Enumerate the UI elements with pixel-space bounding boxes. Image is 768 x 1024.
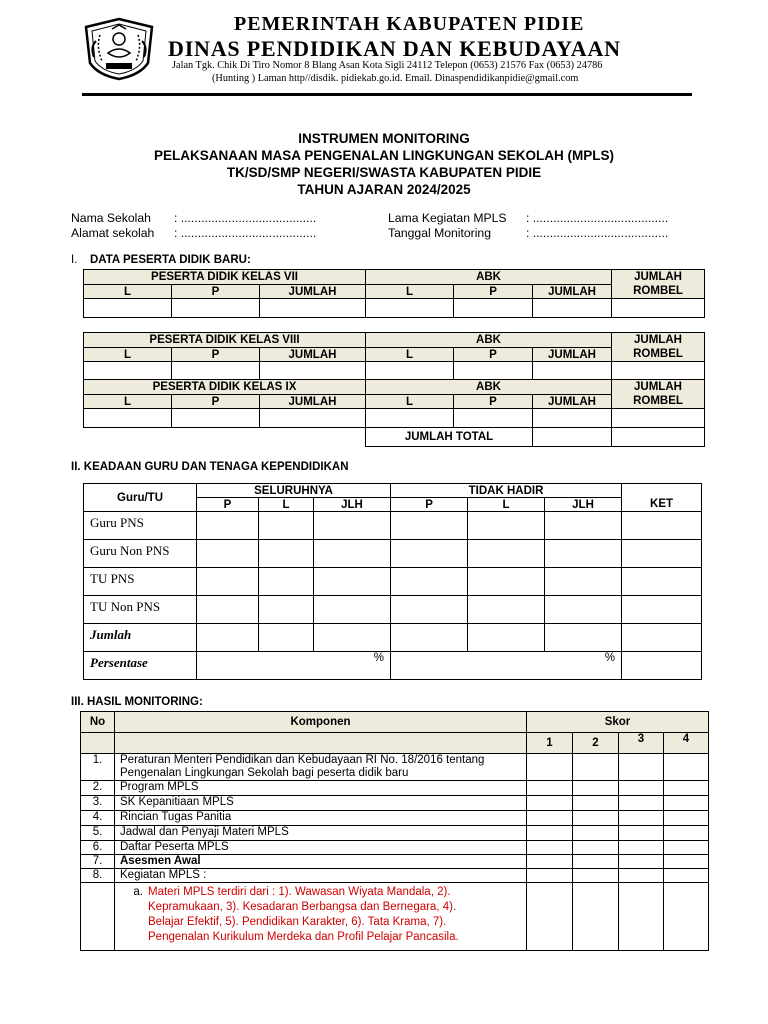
score-cell[interactable] (573, 826, 619, 841)
score-cell[interactable] (527, 883, 573, 951)
score-cell[interactable] (619, 883, 664, 951)
input-cell[interactable] (366, 362, 454, 380)
input-cell[interactable] (259, 624, 314, 652)
nama-sekolah-label: Nama Sekolah (71, 211, 151, 225)
jumlah-rombel-header: JUMLAH ROMBEL (612, 333, 705, 362)
lama-kegiatan-label: Lama Kegiatan MPLS (388, 211, 507, 225)
tanggal-monitoring-label: Tanggal Monitoring (388, 226, 491, 240)
input-cell[interactable] (314, 568, 391, 596)
score-cell[interactable] (619, 811, 664, 826)
sub-item-a (115, 883, 527, 951)
score-cell[interactable] (573, 883, 619, 951)
col-l: L (468, 498, 545, 512)
input-cell[interactable] (454, 409, 533, 428)
empty-space (84, 428, 366, 447)
input-cell[interactable] (391, 540, 468, 568)
col-p: P (172, 285, 260, 299)
item-komponen: SK Kepanitiaan MPLS (115, 796, 527, 811)
col-jumlah: JUMLAH (260, 285, 366, 299)
tidak-hadir-header: TIDAK HADIR (391, 484, 622, 498)
input-cell[interactable] (612, 362, 705, 380)
input-cell[interactable] (260, 299, 366, 318)
item-komponen: Kegiatan MPLS : (115, 869, 527, 883)
input-cell[interactable] (314, 512, 391, 540)
ket-blank (622, 484, 702, 498)
input-cell[interactable] (533, 299, 612, 318)
input-cell[interactable] (172, 362, 260, 380)
abk-header: ABK (366, 380, 612, 395)
col-l: L (366, 285, 454, 299)
input-cell[interactable] (391, 568, 468, 596)
tanggal-monitoring-field[interactable]: : ........................................ (526, 226, 669, 240)
score-cell[interactable] (619, 855, 664, 869)
col-jumlah: JUMLAH (260, 348, 366, 362)
peserta-didik-table-viii-ix (83, 332, 705, 447)
jumlah-rombel-header: JUMLAH ROMBEL (612, 270, 705, 299)
input-cell[interactable] (314, 596, 391, 624)
input-cell[interactable] (468, 596, 545, 624)
row-label: TU PNS (84, 568, 197, 596)
nama-sekolah-field[interactable]: : ........................................ (174, 211, 317, 225)
score-cell[interactable] (527, 869, 573, 883)
row-label: TU Non PNS (84, 596, 197, 624)
lama-kegiatan-field[interactable]: : ........................................ (526, 211, 669, 225)
col-l: L (84, 285, 172, 299)
input-cell[interactable] (314, 624, 391, 652)
jumlah-total-label: JUMLAH TOTAL (366, 428, 533, 447)
input-cell[interactable] (197, 512, 259, 540)
input-cell[interactable] (533, 409, 612, 428)
input-cell[interactable] (197, 596, 259, 624)
item-komponen: Asesmen Awal (115, 855, 527, 869)
score-cell[interactable] (664, 855, 709, 869)
input-cell[interactable] (314, 540, 391, 568)
section-3-title: III. HASIL MONITORING: (71, 696, 203, 708)
score-cell[interactable] (619, 781, 664, 796)
item-no: 3. (81, 796, 115, 811)
score-cell[interactable] (573, 781, 619, 796)
score-cell[interactable] (573, 855, 619, 869)
col-jumlah: JUMLAH (533, 348, 612, 362)
section-1-title: DATA PESERTA DIDIK BARU: (90, 254, 251, 266)
col-p: P (197, 498, 259, 512)
score-cell[interactable] (664, 781, 709, 796)
score-cell[interactable] (664, 811, 709, 826)
no-header: No (81, 712, 115, 733)
input-cell[interactable] (366, 409, 454, 428)
score-cell[interactable] (619, 869, 664, 883)
komponen-header: Komponen (115, 712, 527, 733)
government-emblem-logo (82, 17, 156, 81)
title-line: INSTRUMEN MONITORING (298, 131, 470, 146)
skor-3: 3 (619, 733, 664, 754)
item-no: 7. (81, 855, 115, 869)
input-cell[interactable] (468, 568, 545, 596)
komponen-blank (115, 733, 527, 754)
alamat-sekolah-field[interactable]: : ........................................ (174, 226, 317, 240)
input-cell[interactable] (622, 540, 702, 568)
score-cell[interactable] (664, 826, 709, 841)
section-2-title: II. KEADAAN GURU DAN TENAGA KEPENDIDIKAN (71, 461, 349, 473)
input-cell[interactable] (533, 428, 612, 447)
item-no-blank (81, 883, 115, 951)
input-cell[interactable] (391, 624, 468, 652)
persentase-tidak-hadir[interactable]: % (391, 652, 622, 680)
input-cell[interactable] (391, 512, 468, 540)
item-komponen: Rincian Tugas Panitia (115, 811, 527, 826)
input-cell[interactable] (454, 299, 533, 318)
score-cell[interactable] (573, 841, 619, 855)
input-cell[interactable] (545, 540, 622, 568)
sub-item-a-text: Materi MPLS terdiri dari : 1). Wawasan Wiyata Mandala, 2). Kepramukaan, 3). Kesadaran Berbangsa dan Bernegara, 4). Belajar Efektif, 5). Pendidikan Karakter, 6). Tata Krama, 7). Pengenalan Kurikulum Merdeka dan Profil Pelajar Pancasila. (148, 886, 459, 943)
score-cell[interactable] (664, 869, 709, 883)
input-cell[interactable] (259, 596, 314, 624)
input-cell[interactable] (468, 512, 545, 540)
kelas-header: PESERTA DIDIK KELAS VIII (84, 333, 366, 348)
sub-item-marker: a. (133, 886, 143, 898)
input-cell[interactable] (622, 596, 702, 624)
score-cell[interactable] (527, 796, 573, 811)
kelas-header: PESERTA DIDIK KELAS IX (84, 380, 366, 395)
col-l: L (84, 395, 172, 409)
input-cell[interactable] (391, 596, 468, 624)
row-label: Guru Non PNS (84, 540, 197, 568)
skor-2: 2 (573, 733, 619, 754)
row-label-persentase: Persentase (84, 652, 197, 680)
input-cell[interactable] (545, 568, 622, 596)
letterhead-department: DINAS PENDIDIKAN DAN KEBUDAYAAN (168, 36, 621, 61)
letterhead-address: Jalan Tgk. Chik Di Tiro Nomor 8 Blang Asan Kota Sigli 24112 Telepon (0653) 21576 Fax (0653) 24786 (172, 60, 603, 71)
peserta-didik-table-vii (83, 269, 705, 318)
alamat-sekolah-label: Alamat sekolah (71, 226, 155, 240)
score-cell[interactable] (527, 826, 573, 841)
skor-4: 4 (664, 733, 709, 754)
col-jumlah: JUMLAH (260, 395, 366, 409)
col-p: P (172, 395, 260, 409)
guru-tenaga-table (83, 483, 702, 680)
col-l: L (366, 348, 454, 362)
col-p: P (454, 348, 533, 362)
score-cell[interactable] (664, 883, 709, 951)
score-cell[interactable] (527, 855, 573, 869)
item-no: 6. (81, 841, 115, 855)
row-label: Guru PNS (84, 512, 197, 540)
score-cell[interactable] (527, 841, 573, 855)
letterhead-government: PEMERINTAH KABUPATEN PIDIE (234, 13, 585, 35)
input-cell[interactable] (197, 624, 259, 652)
ket-header: KET (622, 498, 702, 512)
score-cell[interactable] (619, 826, 664, 841)
jumlah-rombel-header: JUMLAH ROMBEL (612, 380, 705, 409)
col-jumlah: JUMLAH (533, 285, 612, 299)
input-cell[interactable] (545, 596, 622, 624)
col-l: L (84, 348, 172, 362)
input-cell[interactable] (259, 540, 314, 568)
score-cell[interactable] (664, 754, 709, 781)
title-line: TK/SD/SMP NEGERI/SWASTA KABUPATEN PIDIE (226, 165, 542, 180)
input-cell[interactable] (197, 568, 259, 596)
input-cell[interactable] (260, 409, 366, 428)
input-cell[interactable] (84, 299, 172, 318)
no-blank (81, 733, 115, 754)
score-cell[interactable] (573, 754, 619, 781)
input-cell[interactable] (454, 362, 533, 380)
score-cell[interactable] (573, 811, 619, 826)
letterhead-contact: (Hunting ) Laman http//disdik. pidiekab.go.id. Email. Dinaspendidikanpidie@gmail.com (212, 73, 579, 84)
row-label-jumlah: Jumlah (84, 624, 197, 652)
title-line: TAHUN AJARAN 2024/2025 (297, 182, 471, 197)
guru-tu-header: Guru/TU (84, 484, 197, 512)
input-cell[interactable] (545, 624, 622, 652)
persentase-seluruhnya[interactable]: % (197, 652, 391, 680)
input-cell[interactable] (612, 428, 705, 447)
input-cell[interactable] (260, 362, 366, 380)
col-p: P (391, 498, 468, 512)
hasil-monitoring-table (80, 711, 709, 951)
item-no: 2. (81, 781, 115, 796)
score-cell[interactable] (664, 841, 709, 855)
score-cell[interactable] (619, 796, 664, 811)
skor-header: Skor (527, 712, 709, 733)
input-cell[interactable] (259, 512, 314, 540)
score-cell[interactable] (527, 754, 573, 781)
item-komponen: Program MPLS (115, 781, 527, 796)
input-cell[interactable] (622, 624, 702, 652)
seluruhnya-header: SELURUHNYA (197, 484, 391, 498)
item-komponen: Peraturan Menteri Pendidikan dan Kebudayaan RI No. 18/2016 tentang Pengenalan Lingkungan Sekolah bagi peserta didik baru (115, 754, 527, 781)
score-cell[interactable] (664, 796, 709, 811)
col-l: L (259, 498, 314, 512)
item-no: 5. (81, 826, 115, 841)
input-cell[interactable] (172, 299, 260, 318)
input-cell[interactable] (259, 568, 314, 596)
input-cell[interactable] (533, 362, 612, 380)
item-no: 8. (81, 869, 115, 883)
col-p: P (454, 395, 533, 409)
item-komponen: Daftar Peserta MPLS (115, 841, 527, 855)
abk-header: ABK (366, 270, 612, 285)
input-cell[interactable] (366, 299, 454, 318)
item-komponen: Jadwal dan Penyaji Materi MPLS (115, 826, 527, 841)
item-no: 4. (81, 811, 115, 826)
input-cell[interactable] (84, 409, 172, 428)
input-cell[interactable] (197, 540, 259, 568)
input-cell[interactable] (612, 299, 705, 318)
col-p: P (454, 285, 533, 299)
kelas-header: PESERTA DIDIK KELAS VII (84, 270, 366, 285)
document-title (0, 130, 768, 198)
input-cell[interactable] (468, 624, 545, 652)
score-cell[interactable] (619, 754, 664, 781)
col-jumlah: JUMLAH (533, 395, 612, 409)
input-cell[interactable] (172, 409, 260, 428)
col-p: P (172, 348, 260, 362)
score-cell[interactable] (619, 841, 664, 855)
input-cell[interactable] (612, 409, 705, 428)
score-cell[interactable] (527, 781, 573, 796)
input-cell[interactable] (622, 652, 702, 680)
col-jlh: JLH (545, 498, 622, 512)
input-cell[interactable] (545, 512, 622, 540)
section-1-number: I. (71, 254, 78, 266)
item-no: 1. (81, 754, 115, 781)
input-cell[interactable] (468, 540, 545, 568)
score-cell[interactable] (527, 811, 573, 826)
score-cell[interactable] (573, 796, 619, 811)
col-jlh: JLH (314, 498, 391, 512)
abk-header: ABK (366, 333, 612, 348)
score-cell[interactable] (573, 869, 619, 883)
col-l: L (366, 395, 454, 409)
skor-1: 1 (527, 733, 573, 754)
input-cell[interactable] (622, 568, 702, 596)
input-cell[interactable] (84, 362, 172, 380)
title-line: PELAKSANAAN MASA PENGENALAN LINGKUNGAN SEKOLAH (MPLS) (153, 148, 614, 163)
input-cell[interactable] (622, 512, 702, 540)
letterhead-rule (82, 93, 692, 96)
